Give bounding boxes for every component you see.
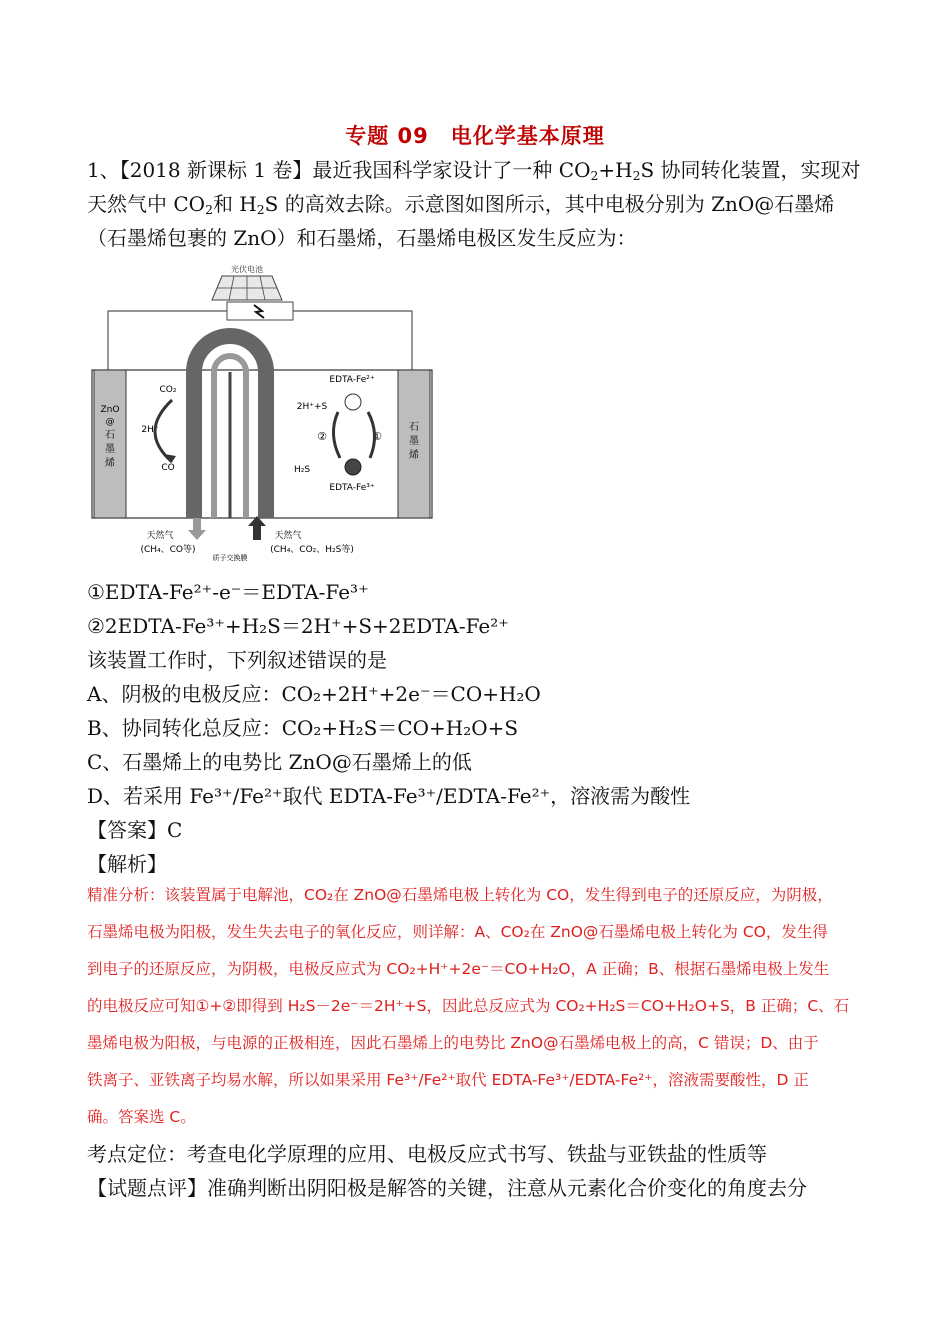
fe2-ball-icon <box>345 394 361 410</box>
question-line-2: 天然气中 $CO_2$和 $H_2S$ 的高效去除。示意图如图所示，其中电极分别为 ZnO@石墨烯 <box>87 192 835 218</box>
solar-label: 光伏电池 <box>231 265 263 274</box>
svg-text:(CH₄、CO₂、H₂S等): (CH₄、CO₂、H₂S等) <box>270 545 354 555</box>
svg-text:CO₂: CO₂ <box>159 385 177 395</box>
svg-text:烯: 烯 <box>105 458 115 469</box>
analysis-line: 石墨烯电极为阳极，发生失去电子的氧化反应，则详解：A、CO₂在 ZnO@石墨烯电极上转化为 CO，发生得 <box>87 923 828 941</box>
svg-text:石: 石 <box>105 430 115 441</box>
question-stem: 该装置工作时，下列叙述错误的是 <box>87 648 387 672</box>
option-c[interactable]: C、石墨烯上的电势比 ZnO@石墨烯上的低 <box>87 750 472 774</box>
svg-text:天然气: 天然气 <box>146 531 174 541</box>
page-title: 专题 09 电化学基本原理 <box>345 124 605 148</box>
question-line-1: 1、【2018 新课标 1 卷】最近我国科学家设计了一种 $CO_2+H_2S$ 协同转化装置，实现对 <box>87 158 861 184</box>
svg-text:CO: CO <box>161 463 175 473</box>
svg-text:H₂S: H₂S <box>293 465 311 475</box>
reaction-2: ②2EDTA-Fe³⁺+H₂S＝2H⁺+S+2EDTA-Fe²⁺ <box>87 614 509 638</box>
analysis-line: 精准分析：该装置属于电解池，CO₂在 ZnO@石墨烯电极上转化为 CO，发生得到电子的还原反应，为阴极， <box>87 886 833 904</box>
analysis-line: 的电极反应可知①+②即得到 H₂S－2e⁻＝2H⁺+S，因此总反应式为 CO₂+H₂S＝CO+H₂O+S，B 正确；C、石 <box>87 997 850 1015</box>
analysis-label: 【解析】 <box>87 852 167 876</box>
svg-text:墨: 墨 <box>105 444 115 455</box>
dianping: 【试题点评】准确判断出阴阳极是解答的关键，注意从元素化合价变化的角度去分 <box>87 1176 807 1200</box>
option-a[interactable]: A、阴极的电极反应：CO₂+2H⁺+2e⁻＝CO+H₂O <box>87 682 541 706</box>
svg-text:ZnO: ZnO <box>100 405 120 415</box>
svg-text:②: ② <box>317 430 327 443</box>
svg-text:(CH₄、CO等): (CH₄、CO等) <box>140 545 196 555</box>
gas-in-arrow-icon <box>253 524 261 540</box>
svg-text:2H⁺: 2H⁺ <box>141 425 159 435</box>
analysis-line: 确。答案选 C。 <box>87 1108 196 1126</box>
fe3-ball-icon <box>345 459 361 475</box>
option-d[interactable]: D、若采用 Fe³⁺/Fe²⁺取代 EDTA-Fe³⁺/EDTA-Fe²⁺，溶液需为酸性 <box>87 784 691 808</box>
kaodian: 考点定位：考查电化学原理的应用、电极反应式书写、铁盐与亚铁盐的性质等 <box>87 1142 767 1166</box>
svg-text:@: @ <box>105 417 115 427</box>
svg-text:石: 石 <box>409 422 419 433</box>
analysis-line: 铁离子、亚铁离子均易水解，所以如果采用 Fe³⁺/Fe²⁺取代 EDTA-Fe³⁺/EDTA-Fe²⁺，溶液需要酸性，D 正 <box>87 1071 809 1089</box>
svg-text:①: ① <box>372 430 382 443</box>
gas-out-arrow-icon <box>193 518 201 532</box>
svg-text:烯: 烯 <box>409 450 419 461</box>
svg-text:EDTA-Fe²⁺: EDTA-Fe²⁺ <box>329 375 375 385</box>
svg-text:2H⁺+S: 2H⁺+S <box>296 402 328 412</box>
analysis-line: 到电子的还原反应，为阴极，电极反应式为 CO₂+H⁺+2e⁻＝CO+H₂O，A 正确；B、根据石墨烯电极上发生 <box>87 960 830 978</box>
svg-text:墨: 墨 <box>409 436 419 447</box>
svg-text:EDTA-Fe³⁺: EDTA-Fe³⁺ <box>329 483 375 493</box>
option-b[interactable]: B、协同转化总反应：CO₂+H₂S＝CO+H₂O+S <box>87 716 519 740</box>
reaction-1: ①EDTA-Fe²⁺-e⁻＝EDTA-Fe³⁺ <box>87 580 369 604</box>
svg-text:天然气: 天然气 <box>274 531 302 541</box>
svg-text:质子交换膜: 质子交换膜 <box>212 554 248 562</box>
answer: 【答案】C <box>87 818 183 842</box>
electrochemical-diagram <box>90 262 440 562</box>
question-line-3: （石墨烯包裹的 ZnO）和石墨烯，石墨烯电极区发生反应为： <box>87 226 637 250</box>
analysis-line: 墨烯电极为阳极，与电源的正极相连，因此石墨烯上的电势比 ZnO@石墨烯电极上的高，C 错误；D、由于 <box>87 1034 819 1052</box>
